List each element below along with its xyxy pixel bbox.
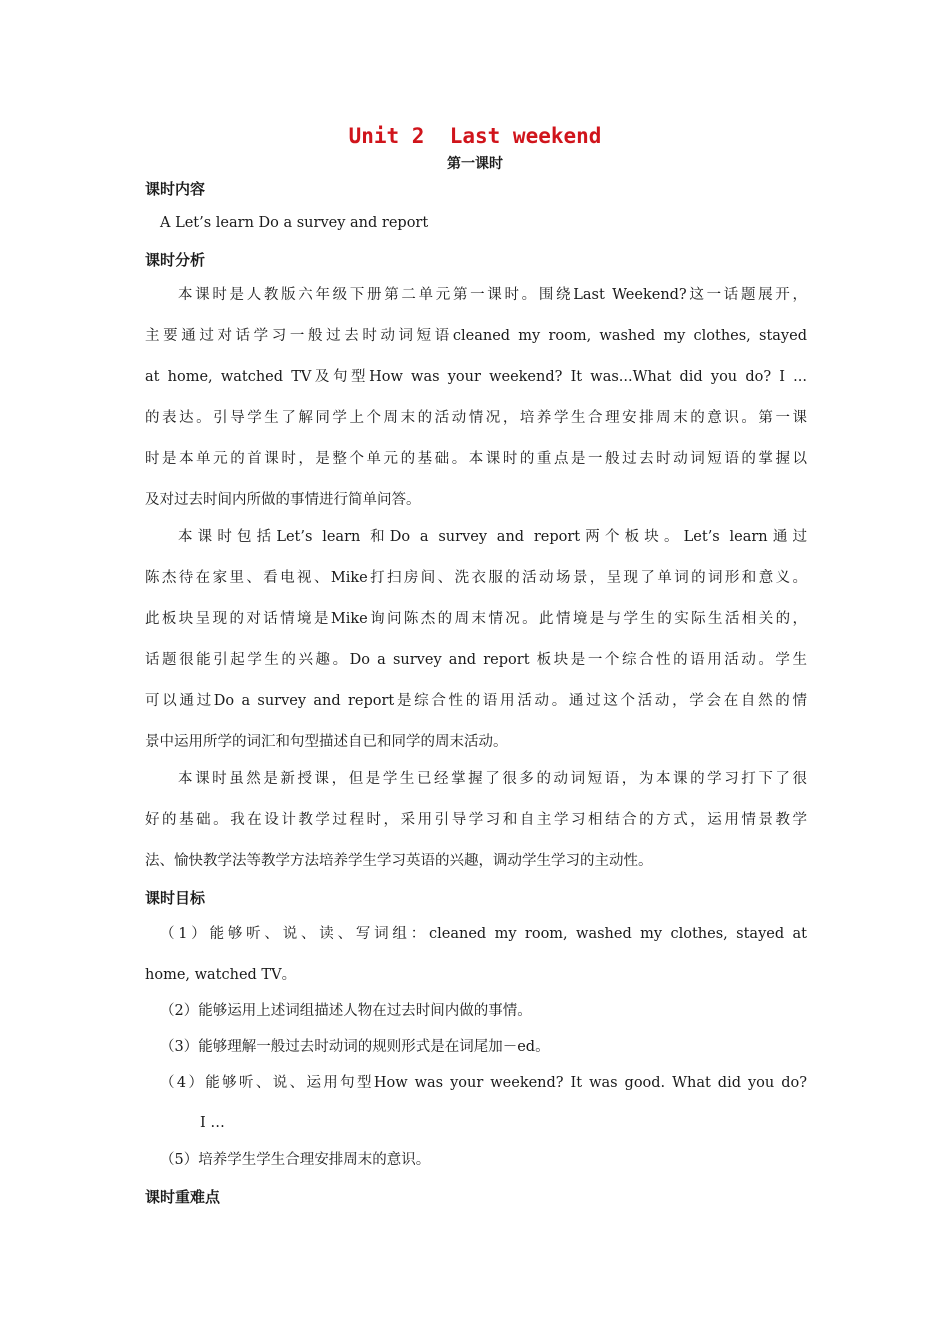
analysis-p1-line: 本课时是人教版六年级下册第二单元第一课时。围绕Last Weekend?这一话题展开， — [178, 287, 807, 303]
document-title: Unit 2 Last weekend — [348, 124, 602, 148]
analysis-p3-line: 法、愉快教学法等教学方法培养学生学习英语的兴趣，调动学生学习的主动性。 — [145, 853, 653, 869]
goal-item: I … — [200, 1115, 225, 1131]
analysis-p1-line: 主要通过对话学习一般过去时动词短语cleaned my room, washed my clothes, stayed — [145, 328, 807, 344]
analysis-p1-line: 时是本单元的首课时，是整个单元的基础。本课时的重点是一般过去时动词短语的掌握以 — [145, 451, 807, 467]
analysis-p3-line: 本课时虽然是新授课，但是学生已经掌握了很多的动词短语，为本课的学习打下了很 — [178, 771, 807, 787]
analysis-p1-line: at home, watched TV及句型How was your weekend? It was...What did you do? I ... — [145, 369, 807, 385]
content-text: A Let’s learn Do a survey and report — [160, 215, 429, 231]
analysis-p3-line: 好的基础。我在设计教学过程时，采用引导学习和自主学习相结合的方式，运用情景教学 — [145, 812, 807, 828]
goal-item: （1）能够听、说、读、写词组：cleaned my room, washed my clothes, stayed at — [160, 926, 807, 942]
document-subtitle: 第一课时 — [447, 156, 503, 172]
goal-item: （5）培养学生学生合理安排周末的意识。 — [160, 1152, 431, 1168]
analysis-p1-line: 的表达。引导学生了解同学上个周末的活动情况，培养学生合理安排周末的意识。第一课 — [145, 410, 807, 426]
analysis-p2-line: 景中运用所学的词汇和句型描述自已和同学的周末活动。 — [145, 734, 508, 750]
analysis-p2-line: 可以通过Do a survey and report是综合性的语用活动。通过这个活动，学会在自然的情 — [145, 693, 807, 709]
goal-item: （2）能够运用上述词组描述人物在过去时间内做的事情。 — [160, 1003, 532, 1019]
analysis-p2-line: 本课时包括Let’s learn 和Do a survey and report两个板块。Let’s learn通过 — [178, 529, 807, 545]
analysis-p2-line: 此板块呈现的对话情境是Mike询问陈杰的周末情况。此情境是与学生的实际生活相关的， — [145, 611, 807, 627]
heading-content: 课时内容 — [145, 180, 206, 198]
heading-difficulty: 课时重难点 — [145, 1188, 221, 1206]
heading-analysis: 课时分析 — [145, 251, 206, 269]
analysis-p1-line: 及对过去时间内所做的事情进行简单问答。 — [145, 492, 421, 508]
analysis-p2-line: 话题很能引起学生的兴趣。Do a survey and report 板块是一个综合性的语用活动。学生 — [145, 652, 807, 668]
heading-goals: 课时目标 — [145, 889, 206, 907]
goal-item: home, watched TV。 — [145, 967, 297, 983]
goal-item: （3）能够理解一般过去时动词的规则形式是在词尾加－ed。 — [160, 1039, 550, 1055]
goal-item: （4）能够听、说、运用句型How was your weekend? It was good. What did you do? — [160, 1075, 807, 1091]
analysis-p2-line: 陈杰待在家里、看电视、Mike打扫房间、洗衣服的活动场景，呈现了单词的词形和意义。 — [145, 570, 807, 586]
